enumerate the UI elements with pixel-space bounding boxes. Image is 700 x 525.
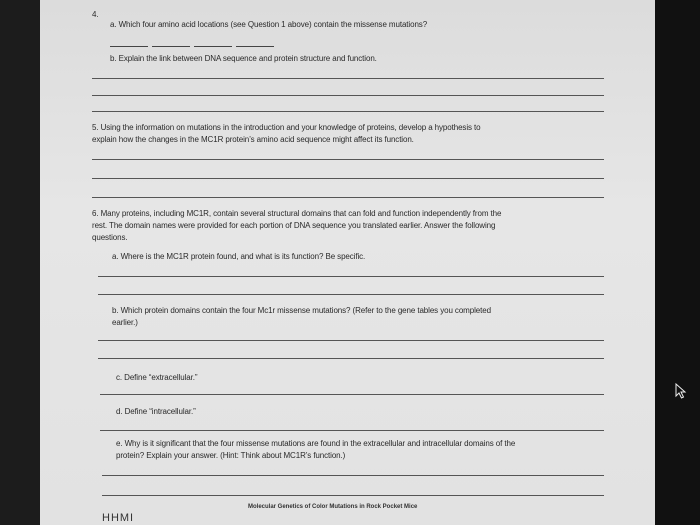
answer-blank-3[interactable] bbox=[194, 46, 232, 47]
question-6a-text: a. Where is the MC1R protein found, and what is its function? Be specific. bbox=[112, 252, 366, 261]
question-5-line-1: 5. Using the information on mutations in the introduction and your knowledge of proteins, develop a hypothesis to bbox=[92, 123, 481, 132]
answer-line[interactable] bbox=[92, 95, 604, 96]
worksheet-page bbox=[40, 0, 655, 525]
mouse-pointer-icon bbox=[675, 383, 687, 399]
answer-line[interactable] bbox=[92, 197, 604, 198]
question-6e-line-1: e. Why is it significant that the four missense mutations are found in the extracellular and intracellular domains of the bbox=[116, 439, 516, 448]
question-6d-text: d. Define “intracellular.” bbox=[116, 407, 196, 416]
answer-line[interactable] bbox=[98, 340, 604, 341]
question-4a-text: a. Which four amino acid locations (see Question 1 above) contain the missense mutations? bbox=[110, 20, 428, 29]
answer-line[interactable] bbox=[100, 394, 604, 395]
question-6b-line-2: earlier.) bbox=[112, 318, 138, 327]
answer-line[interactable] bbox=[102, 495, 604, 496]
answer-blank-1[interactable] bbox=[110, 46, 148, 47]
question-4-number: 4. bbox=[92, 10, 99, 19]
answer-line[interactable] bbox=[98, 358, 604, 359]
answer-line[interactable] bbox=[100, 430, 604, 431]
question-6-line-1: 6. Many proteins, including MC1R, contain several structural domains that can fold and function independently from the bbox=[92, 209, 502, 218]
answer-line[interactable] bbox=[92, 178, 604, 179]
answer-line[interactable] bbox=[102, 475, 604, 476]
question-6e-line-2: protein? Explain your answer. (Hint: Think about MC1R’s function.) bbox=[116, 451, 346, 460]
answer-line[interactable] bbox=[92, 111, 604, 112]
answer-line[interactable] bbox=[92, 159, 604, 160]
question-6-line-2: rest. The domain names were provided for each portion of DNA sequence you translated earlier. Answer the following bbox=[92, 221, 496, 230]
footer-title: Molecular Genetics of Color Mutations in Rock Pocket Mice bbox=[248, 504, 418, 510]
answer-blank-2[interactable] bbox=[152, 46, 190, 47]
question-4b-text: b. Explain the link between DNA sequence and protein structure and function. bbox=[110, 54, 377, 63]
answer-line[interactable] bbox=[92, 78, 604, 79]
question-6-line-3: questions. bbox=[92, 233, 128, 242]
answer-line[interactable] bbox=[98, 276, 604, 277]
answer-blank-4[interactable] bbox=[236, 46, 274, 47]
question-6b-line-1: b. Which protein domains contain the four Mc1r missense mutations? (Refer to the gene tables you completed bbox=[112, 306, 491, 315]
hhmi-logo: HHMI bbox=[102, 512, 135, 524]
question-6c-text: c. Define “extracellular.” bbox=[116, 373, 198, 382]
dark-background-right bbox=[655, 0, 700, 525]
question-5-line-2: explain how the changes in the MC1R protein’s amino acid sequence might affect its function. bbox=[92, 135, 414, 144]
answer-line[interactable] bbox=[98, 294, 604, 295]
